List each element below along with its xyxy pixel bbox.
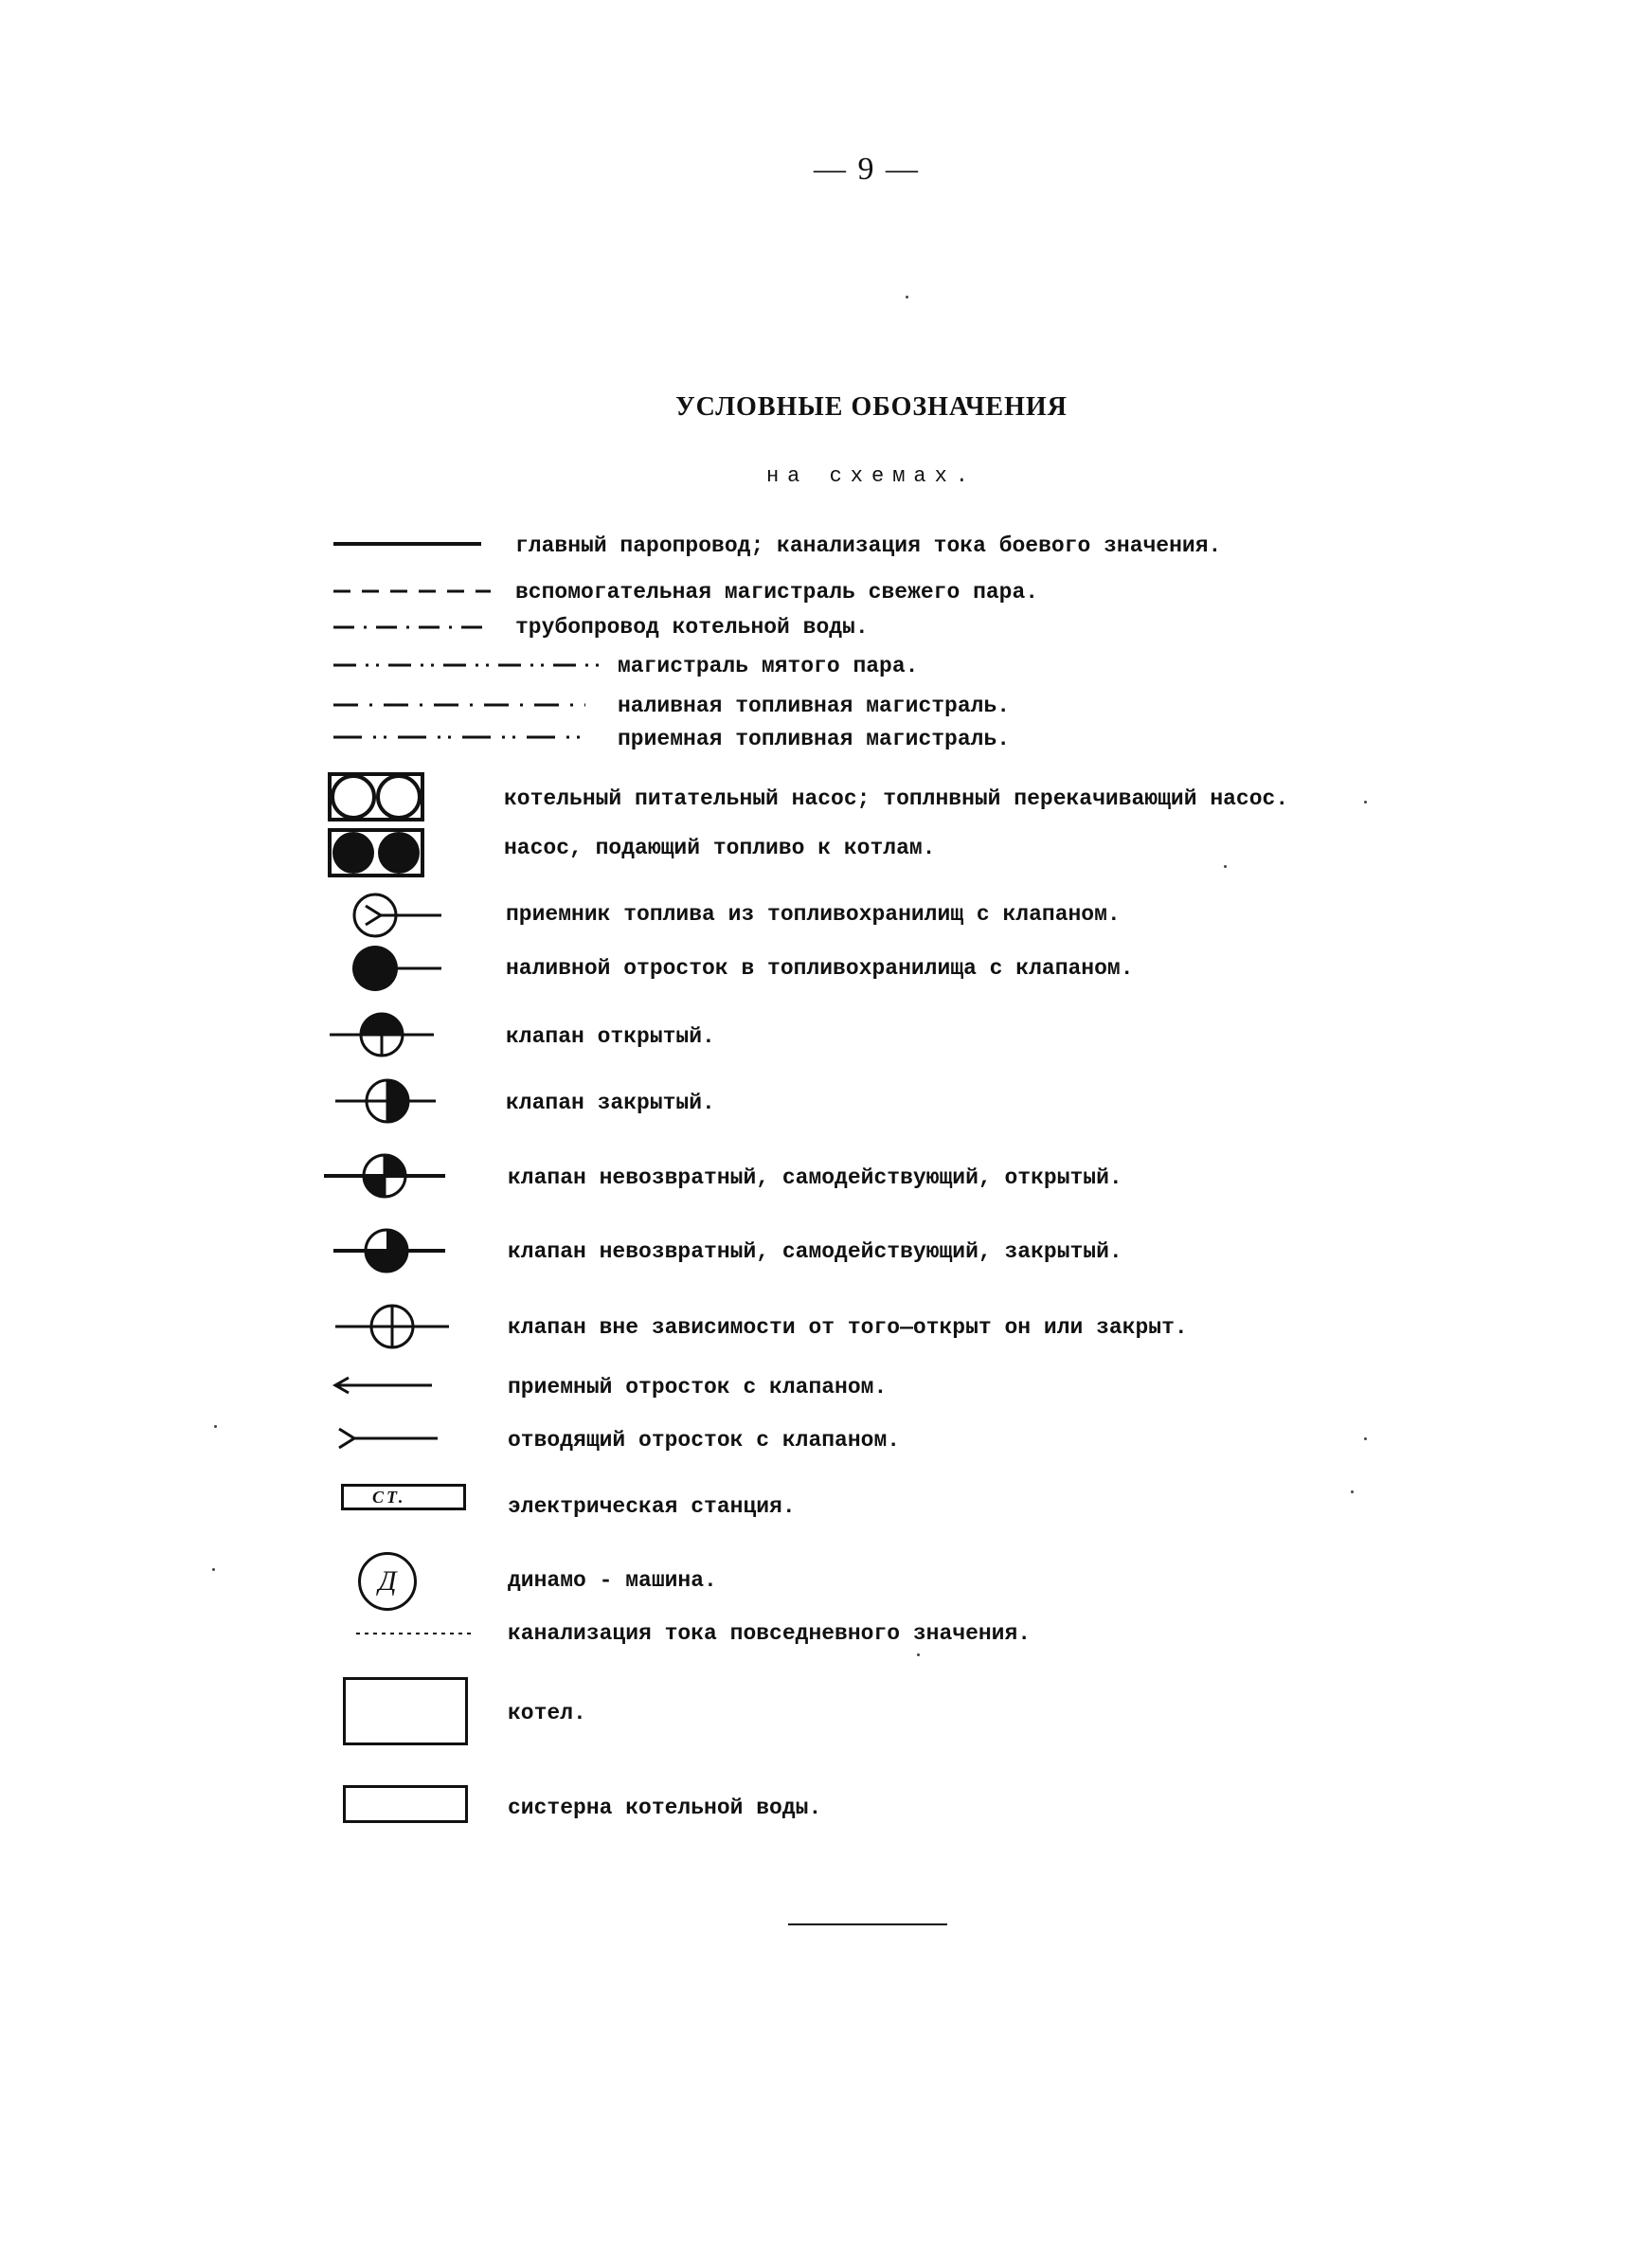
legend-label-check-valve-closed: клапан невозвратный, самодействующий, закрытый. xyxy=(508,1239,1122,1264)
power-station-box-icon xyxy=(341,1484,466,1510)
scan-speck xyxy=(212,1568,215,1571)
legend-label-exhaust-steam: магистраль мятого пара. xyxy=(618,654,919,678)
long-dash-dot-line-icon xyxy=(332,697,587,713)
scan-speck xyxy=(906,296,908,298)
legend-label-aux-steam: вспомогательная магистраль свежего пара. xyxy=(515,580,1039,605)
inlet-branch-arrow-icon xyxy=(332,1374,436,1397)
check-valve-open-icon xyxy=(322,1151,447,1201)
dashed-line-icon xyxy=(332,584,493,599)
legend-label-valve-any: клапан вне зависимости от того—открыт он или закрыт. xyxy=(508,1315,1188,1340)
solid-line-icon xyxy=(332,536,483,551)
legend-label-check-valve-open: клапан невозвратный, самодействующий, открытый. xyxy=(508,1165,1122,1190)
dash-dot-dot-line-icon xyxy=(332,658,606,673)
legend-label-fuel-pump: насос, подающий топливо к котлам. xyxy=(504,836,936,860)
scan-speck xyxy=(214,1425,217,1428)
legend-label-valve-closed: клапан закрытый. xyxy=(506,1091,715,1115)
boiler-water-tank-icon xyxy=(343,1785,468,1823)
dynamo-circle-icon xyxy=(358,1552,417,1611)
boiler-box-icon xyxy=(343,1677,468,1745)
check-valve-closed-icon xyxy=(332,1226,447,1275)
pump-open-circles-icon xyxy=(328,772,426,823)
dotted-line-icon xyxy=(354,1628,477,1639)
outlet-branch-arrow-icon xyxy=(335,1425,440,1452)
legend-label-everyday-current: канализация тока повседневного значения. xyxy=(508,1621,1032,1646)
legend-label-boiler: котел. xyxy=(508,1701,586,1725)
valve-any-state-icon xyxy=(333,1302,451,1351)
legend-label-filling-branch: наливной отросток в топливохранилища с клапаном. xyxy=(506,956,1134,981)
scan-speck xyxy=(1351,1490,1354,1493)
intake-valve-icon xyxy=(350,889,445,942)
dash-dot-line-icon xyxy=(332,620,493,635)
legend-label-fuel-filling: наливная топливная магистраль. xyxy=(618,694,1011,718)
valve-closed-icon xyxy=(333,1076,438,1126)
filling-valve-icon xyxy=(350,942,445,995)
page-subtitle: на схемах. xyxy=(765,464,978,488)
page-title: УСЛОВНЫЕ ОБОЗНАЧЕНИЯ xyxy=(675,392,1068,422)
pump-filled-circles-icon xyxy=(328,828,426,879)
legend-label-water-tank: систерна котельной воды. xyxy=(508,1796,822,1820)
end-rule xyxy=(788,1923,947,1925)
dynamo-icon-text: Д xyxy=(378,1565,397,1597)
legend-label-main-steam: главный паропровод; канализация тока боевого значения. xyxy=(515,533,1222,558)
legend-label-feed-pump: котельный питательный насос; топлнвный перекачивающий насос. xyxy=(504,786,1289,811)
scan-speck xyxy=(1364,801,1367,803)
scan-speck xyxy=(1364,1437,1367,1440)
legend-label-fuel-receiver: приемник топлива из топливохранилищ с клапаном. xyxy=(506,902,1121,927)
legend-label-valve-open: клапан открытый. xyxy=(506,1024,715,1049)
legend-label-fuel-intake: приемная топливная магистраль. xyxy=(618,727,1011,751)
scan-speck xyxy=(917,1653,920,1656)
scan-speck xyxy=(1224,865,1227,868)
legend-label-outlet-branch: отводящий отросток с клапаном. xyxy=(508,1428,901,1453)
legend-label-dynamo: динамо - машина. xyxy=(508,1568,717,1593)
page-number: — 9 — xyxy=(814,152,920,187)
valve-open-icon xyxy=(328,1010,436,1059)
legend-label-inlet-branch: приемный отросток с клапаном. xyxy=(508,1375,888,1399)
power-station-icon-text: СТ. xyxy=(372,1488,406,1507)
long-dash-dot-dot-line-icon xyxy=(332,730,587,745)
legend-label-boiler-water-pipe: трубопровод котельной воды. xyxy=(515,615,869,640)
legend-label-power-station: электрическая станция. xyxy=(508,1494,796,1519)
